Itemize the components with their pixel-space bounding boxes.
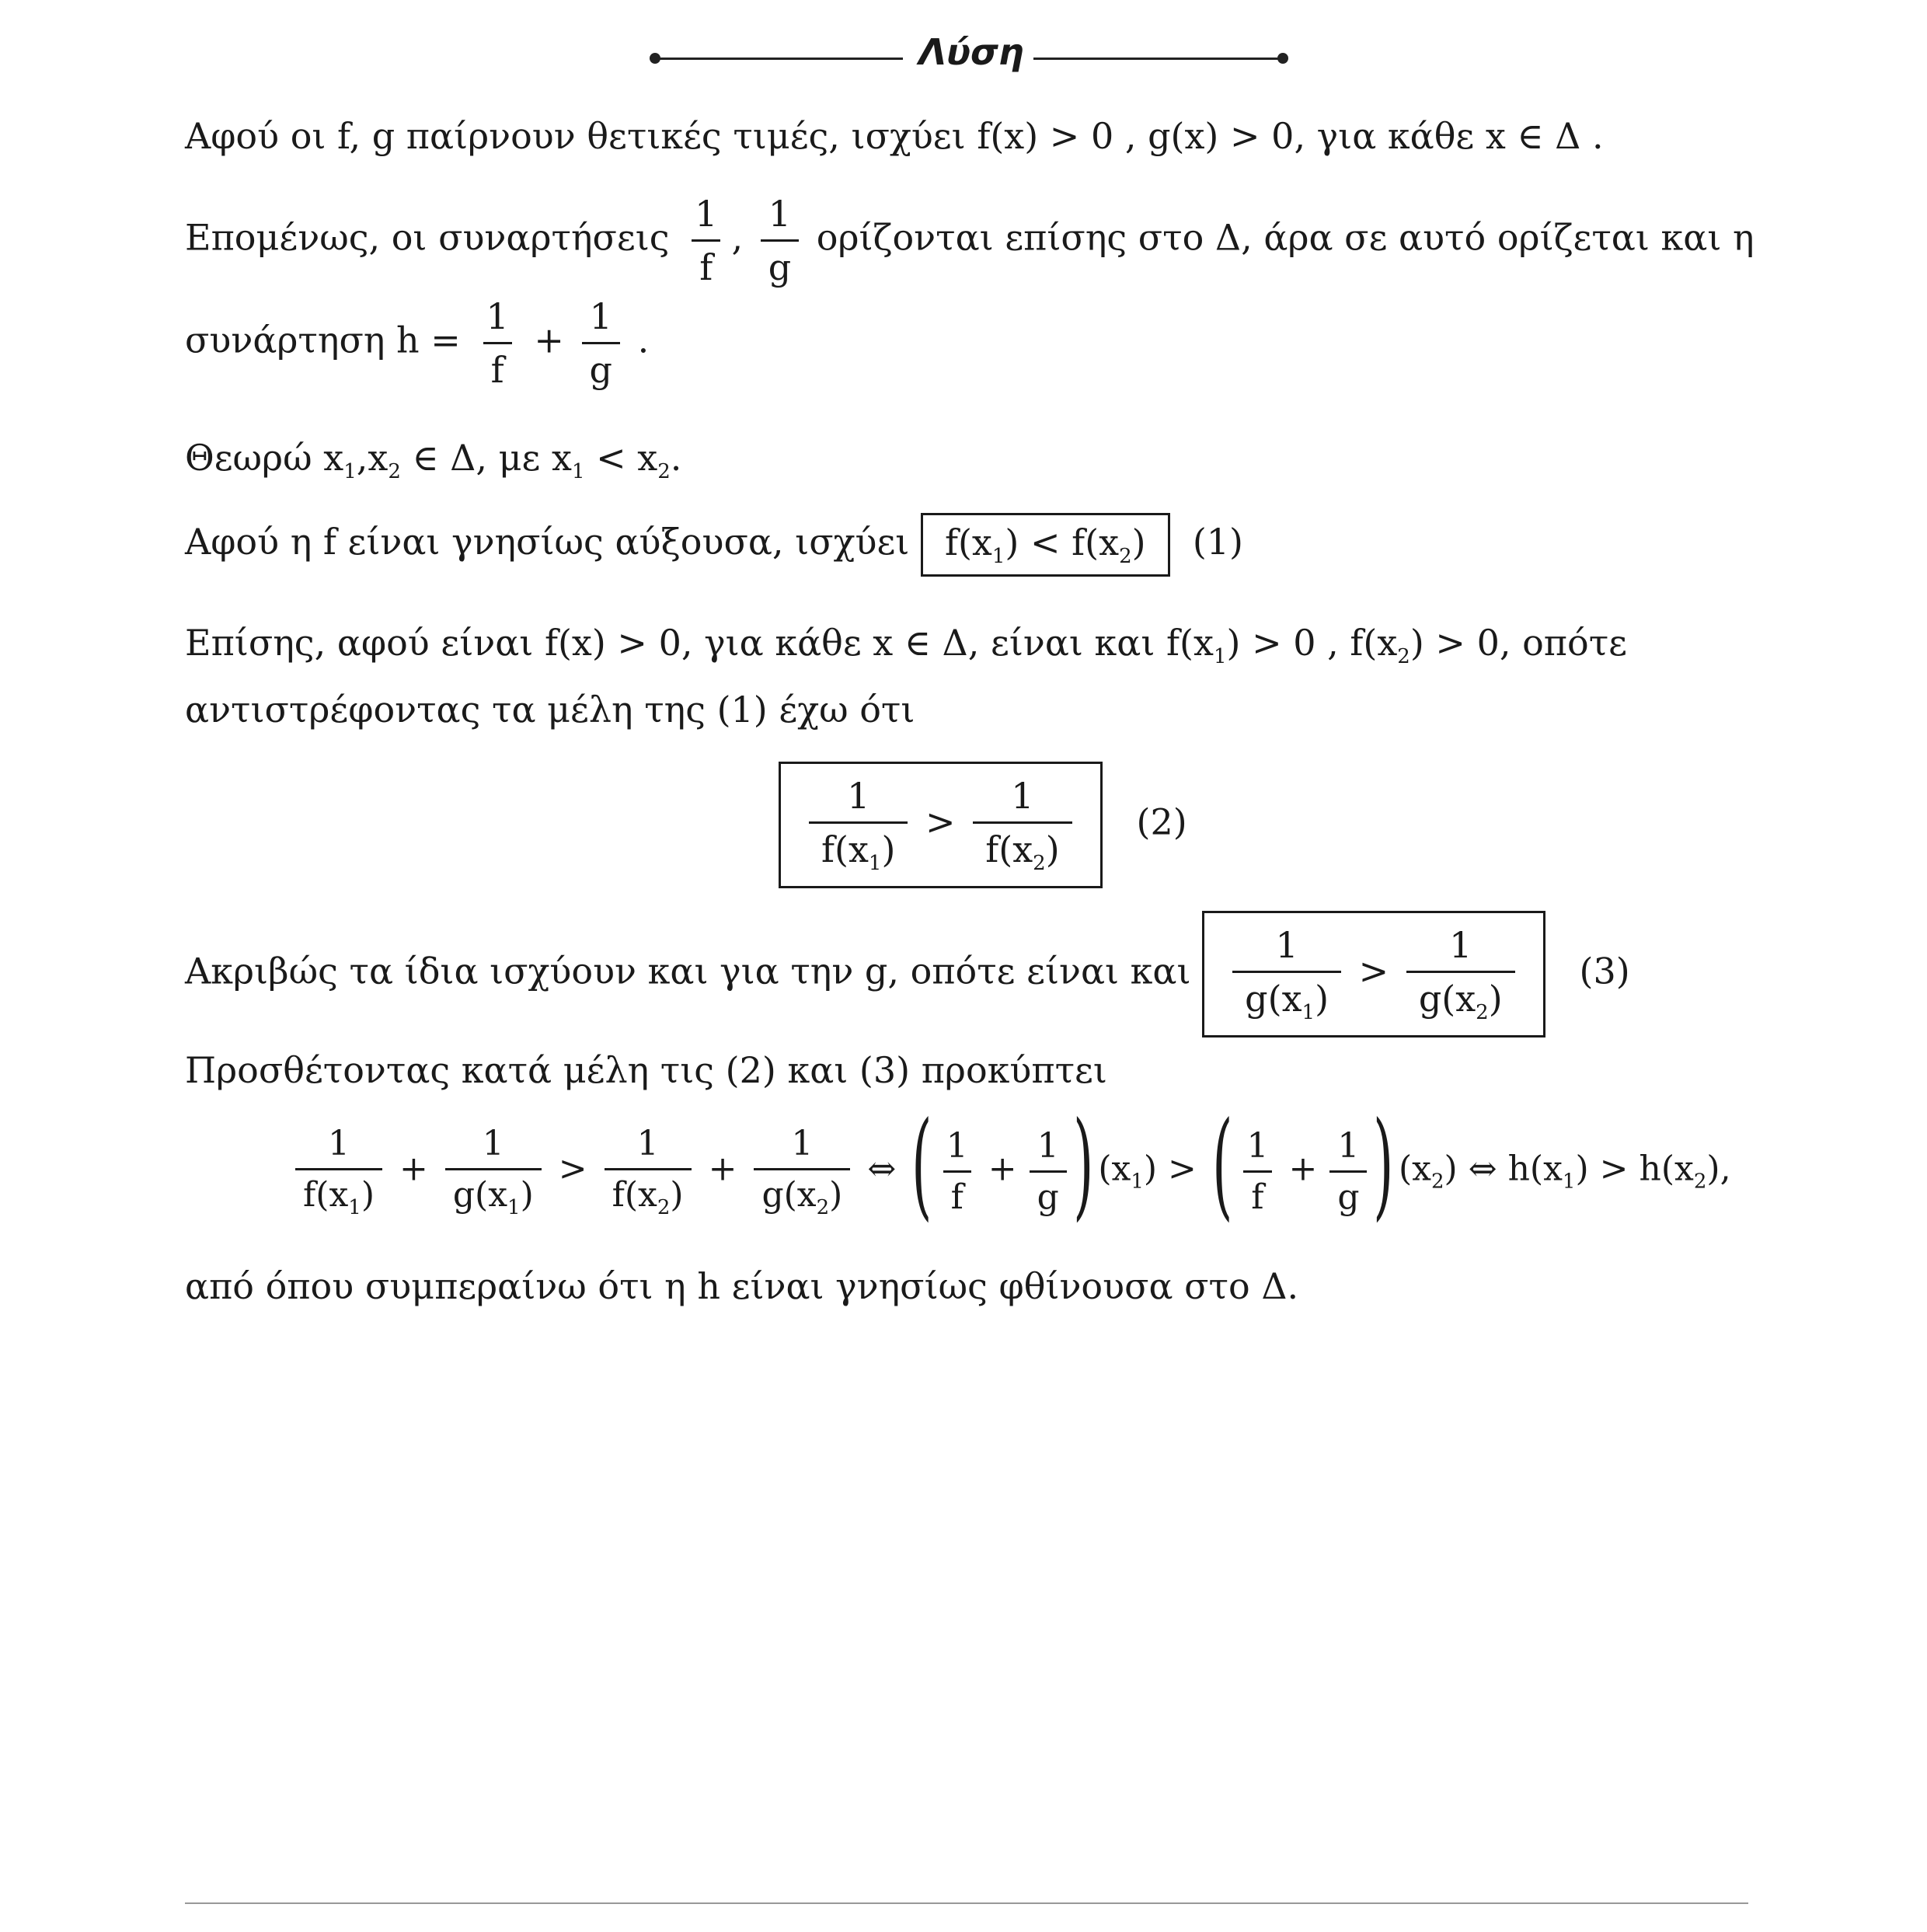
text: Αφού η f είναι γνησίως αύξουσα, ισχύει	[185, 521, 910, 563]
math-inline: x ∈ Δ .	[1485, 115, 1604, 157]
equation-tag: (3)	[1579, 950, 1630, 992]
fraction-one-over-g	[761, 193, 799, 288]
numerator: 1	[1037, 1125, 1059, 1166]
denominator	[1232, 971, 1341, 1024]
comma: ,	[731, 216, 744, 259]
subscript: 1	[1131, 1170, 1144, 1194]
plus-sign: +	[988, 1149, 1017, 1189]
text: Θεωρώ	[185, 437, 312, 479]
denominator	[295, 1168, 382, 1219]
math: f(x	[944, 521, 992, 563]
fraction-one-over-g-x2	[1406, 924, 1515, 1024]
fraction-one-over-f	[478, 295, 516, 391]
section-header	[0, 31, 1927, 85]
math-inline	[1166, 622, 1500, 668]
fraction-term	[754, 1124, 850, 1219]
plus-sign: +	[1288, 1149, 1318, 1189]
numerator: 1	[946, 1125, 968, 1166]
math: h(x	[1507, 1149, 1563, 1189]
subscript: 2	[816, 1195, 830, 1219]
paragraph-6	[185, 622, 1627, 668]
plus-sign: +	[708, 1149, 737, 1189]
fraction-one-over-f	[687, 193, 725, 288]
math: f(x	[1350, 622, 1398, 664]
equation-tag: (1)	[1192, 521, 1243, 563]
denominator: g	[582, 342, 620, 391]
greater-than: >	[1599, 1149, 1629, 1189]
greater-than: >	[925, 800, 956, 843]
math-inline: f(x) > 0	[544, 622, 681, 664]
math: )	[1005, 521, 1019, 563]
text: , οπότε	[1499, 622, 1627, 664]
math: )	[361, 1174, 375, 1215]
greater-than: >	[1358, 950, 1389, 992]
fraction-one-over-g-x1	[1232, 924, 1341, 1024]
paragraph-8	[185, 911, 1630, 1037]
math: f(x	[985, 828, 1033, 870]
denominator	[754, 1168, 850, 1219]
equation-2	[779, 762, 1187, 888]
numerator: 1	[1246, 1125, 1269, 1166]
numerator: 1	[791, 1123, 814, 1163]
math: f(x	[303, 1174, 349, 1215]
paragraph-1	[185, 115, 1604, 157]
denominator: f	[483, 342, 512, 391]
var: x	[368, 437, 389, 479]
less-than: <	[596, 437, 626, 479]
math: )	[829, 1174, 843, 1215]
paragraph-3	[185, 295, 649, 391]
period: .	[670, 437, 682, 479]
math: f(x	[612, 1174, 657, 1215]
math: g(x	[761, 1174, 817, 1215]
text: συνάρτηση	[185, 319, 385, 361]
separator: ,	[1315, 622, 1350, 664]
fraction-one-over-g	[1030, 1126, 1067, 1217]
numerator: 1	[1337, 1125, 1360, 1166]
text: , είναι και	[967, 622, 1155, 664]
math: (x	[1098, 1149, 1131, 1189]
numerator: 1	[327, 1123, 350, 1163]
math: )	[1444, 1149, 1458, 1189]
text: Επίσης, αφού είναι	[185, 622, 534, 664]
math: f(x	[821, 828, 869, 870]
subscript: 2	[1431, 1170, 1444, 1194]
fraction-one-over-f	[939, 1126, 976, 1217]
left-paren: (	[911, 1097, 932, 1233]
text: Επομένως, οι συναρτήσεις	[185, 216, 670, 259]
paragraph-9: Προσθέτοντας κατά μέλη τις (2) και (3) προκύπτει	[185, 1049, 1107, 1091]
numerator: 1	[847, 775, 870, 817]
subscript: 1	[571, 460, 585, 483]
denominator	[445, 1168, 542, 1219]
numerator: 1	[482, 1123, 504, 1163]
greater-than: >	[558, 1149, 587, 1189]
math: ) > 0	[1226, 622, 1316, 664]
math: g(x	[452, 1174, 508, 1215]
numerator: 1	[636, 1123, 659, 1163]
subscript: 2	[657, 460, 671, 483]
text: Ακριβώς τα ίδια ισχύουν και για την g, οπότε είναι και	[185, 950, 1191, 992]
subscript: 1	[991, 545, 1005, 568]
text: , για κάθε	[681, 622, 862, 664]
math: h(x	[1639, 1149, 1694, 1189]
right-paren: )	[1072, 1097, 1094, 1233]
boxed-inequality-1	[921, 513, 1170, 577]
left-paren: (	[1212, 1097, 1233, 1233]
numerator: 1	[1275, 924, 1298, 966]
fraction-one-over-f-x1	[809, 775, 908, 875]
fraction-term	[445, 1124, 542, 1219]
subscript: 2	[1693, 1170, 1707, 1194]
equation-tag: (2)	[1136, 800, 1187, 843]
boxed-inequality-3	[1202, 911, 1545, 1037]
denominator	[1406, 971, 1515, 1024]
text: , για κάθε	[1294, 115, 1475, 157]
text: Αφού οι f, g παίρνουν θετικές τιμές, ισχύει	[185, 115, 966, 157]
equation-sum	[289, 1097, 1731, 1233]
var: x	[323, 437, 344, 479]
header-dot-right	[1277, 53, 1288, 64]
denominator: f	[692, 239, 720, 288]
text: , με	[476, 437, 541, 479]
header-rule-right	[1033, 58, 1282, 60]
math: ) > 0	[1410, 622, 1500, 664]
fraction-term	[605, 1124, 692, 1219]
subscript: 2	[1033, 852, 1046, 875]
fraction-one-over-g	[582, 295, 620, 391]
header-rule-left	[654, 58, 903, 60]
text: ∈ Δ	[412, 437, 476, 479]
subscript: 1	[1562, 1170, 1576, 1194]
subscript: 1	[343, 460, 357, 483]
fraction-one-over-f	[1239, 1126, 1276, 1217]
var: x	[637, 437, 658, 479]
fraction-one-over-g	[1329, 1126, 1367, 1217]
comma: ,	[1720, 1149, 1731, 1189]
fraction-term	[295, 1124, 382, 1219]
plus-sign: +	[399, 1149, 428, 1189]
subscript: 1	[868, 852, 882, 875]
math-inline: x ∈ Δ	[873, 622, 968, 664]
math: )	[881, 828, 896, 870]
math-inline: $x_1,x_2$ ∈ Δ	[323, 437, 476, 483]
subscript: 2	[1397, 645, 1410, 668]
math: g(x	[1418, 978, 1476, 1020]
iff-symbol: ⇔	[867, 1149, 897, 1189]
paragraph-5	[185, 513, 1243, 577]
denominator	[973, 821, 1072, 875]
math: g(x	[1245, 978, 1302, 1020]
subscript: 2	[1476, 1001, 1489, 1024]
numerator: 1	[1449, 924, 1472, 966]
math: )	[670, 1174, 684, 1215]
denominator	[605, 1168, 692, 1219]
greater-than: >	[1168, 1149, 1197, 1189]
math: )	[1131, 521, 1146, 563]
math: )	[1488, 978, 1503, 1020]
math: f(x	[1166, 622, 1214, 664]
denominator: f	[1243, 1170, 1271, 1217]
math-inline: h =	[396, 319, 461, 361]
paragraph-4	[185, 437, 681, 483]
denominator: g	[1329, 1170, 1367, 1217]
text: ορίζονται επίσης στο Δ, άρα σε αυτό ορίζεται και η	[816, 216, 1755, 259]
paragraph-7: αντιστρέφοντας τα μέλη της (1) έχω ότι	[185, 689, 915, 731]
denominator: g	[1030, 1170, 1067, 1217]
right-paren: )	[1373, 1097, 1394, 1233]
subscript: 2	[1119, 545, 1132, 568]
paragraph-10: από όπου συμπεραίνω ότι η h είναι γνησίως φθίνουσα στο Δ.	[185, 1265, 1299, 1307]
numerator: 1	[768, 193, 792, 235]
subscript: 1	[1302, 1001, 1315, 1024]
subscript: 2	[657, 1195, 671, 1219]
paragraph-2	[185, 193, 1755, 288]
numerator: 1	[695, 193, 718, 235]
math: )	[1045, 828, 1060, 870]
numerator: 1	[486, 295, 509, 337]
subscript: 1	[1213, 645, 1227, 668]
math-inline	[552, 437, 671, 483]
var: x	[552, 437, 572, 479]
plus-sign: +	[534, 319, 564, 361]
math: )	[1706, 1149, 1720, 1189]
fraction-one-over-f-x2	[973, 775, 1072, 875]
math: )	[1315, 978, 1329, 1020]
boxed-inequality-2	[779, 762, 1103, 888]
section-title: Λύση	[918, 31, 1024, 73]
math: (x	[1399, 1149, 1431, 1189]
iff-symbol: ⇔	[1468, 1149, 1497, 1189]
math: f(x	[1072, 521, 1120, 563]
math: )	[520, 1174, 534, 1215]
subscript: 1	[507, 1195, 521, 1219]
math: )	[1143, 1149, 1158, 1189]
denominator: g	[761, 239, 799, 288]
subscript: 1	[348, 1195, 361, 1219]
numerator: 1	[1011, 775, 1034, 817]
denominator	[809, 821, 908, 875]
denominator: f	[943, 1170, 971, 1217]
numerator: 1	[589, 295, 612, 337]
math: )	[1575, 1149, 1589, 1189]
less-than: <	[1030, 521, 1061, 563]
subscript: 2	[388, 460, 401, 483]
footer-rule	[185, 1902, 1748, 1904]
math-inline: f(x) > 0 , g(x) > 0	[977, 115, 1295, 157]
period: .	[637, 319, 650, 361]
